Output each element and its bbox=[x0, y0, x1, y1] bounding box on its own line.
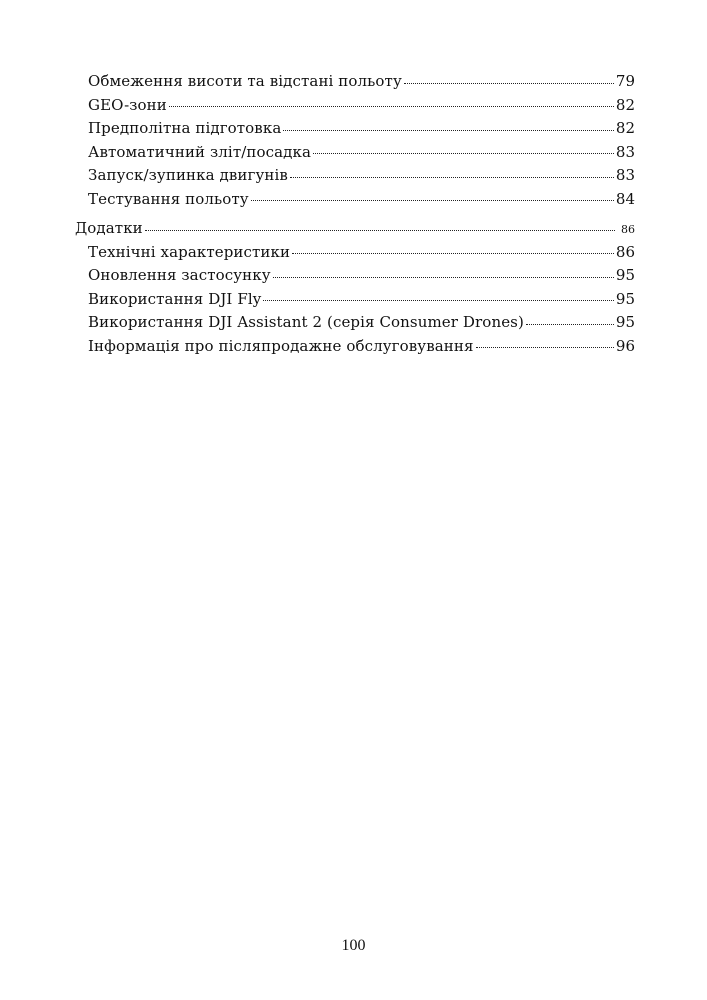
toc-entry-page: 95 bbox=[615, 266, 635, 284]
toc-leader-dots bbox=[263, 300, 614, 301]
toc-entry[interactable] bbox=[75, 141, 635, 165]
toc-leader-dots bbox=[283, 130, 614, 131]
toc-entry-page: 83 bbox=[615, 142, 635, 161]
toc-entry-page: 86 bbox=[615, 242, 635, 261]
toc-entry-title: Предполітна підготовка bbox=[88, 119, 282, 137]
toc-leader-dots bbox=[404, 83, 614, 84]
toc-entry-title: Використання DJI Assistant 2 (серія Consumer Drones) bbox=[88, 313, 524, 331]
toc-entry-page: 83 bbox=[615, 166, 635, 184]
toc-leader-dots bbox=[145, 230, 615, 231]
toc-leader-dots bbox=[290, 177, 614, 178]
toc-section-page: 86 bbox=[621, 223, 635, 236]
toc-entry[interactable] bbox=[75, 164, 635, 188]
toc-entry[interactable] bbox=[75, 335, 635, 359]
toc-entry-page: 95 bbox=[615, 289, 635, 308]
toc-entry-title: Використання DJI Fly bbox=[88, 289, 262, 308]
toc-entry-title: Обмеження висоти та відстані польоту bbox=[88, 72, 402, 90]
toc-leader-dots bbox=[251, 200, 614, 201]
toc-entry[interactable] bbox=[75, 311, 635, 335]
toc-entry[interactable] bbox=[75, 188, 635, 212]
toc-leader-dots bbox=[313, 153, 614, 154]
toc-entry-title: Інформація про післяпродажне обслуговування bbox=[88, 336, 474, 355]
toc-entry-page: 96 bbox=[615, 336, 635, 355]
toc-entry[interactable] bbox=[75, 288, 635, 312]
toc-section-title: Додатки bbox=[75, 219, 143, 237]
toc-entry-title: Оновлення застосунку bbox=[88, 266, 271, 284]
toc-entry[interactable] bbox=[75, 117, 635, 141]
toc-entry-page: 79 bbox=[615, 72, 635, 90]
toc-leader-dots bbox=[292, 253, 614, 254]
toc-entry-page: 95 bbox=[615, 313, 635, 331]
toc-entry-page: 82 bbox=[615, 95, 635, 114]
toc-leader-dots bbox=[273, 277, 614, 278]
toc-leader-dots bbox=[169, 106, 614, 107]
page-number: 100 bbox=[341, 937, 366, 954]
table-of-contents bbox=[75, 70, 635, 358]
toc-entry-title: Технічні характеристики bbox=[88, 242, 291, 261]
toc-entry[interactable] bbox=[75, 264, 635, 288]
toc-entry-title: Тестування польоту bbox=[88, 189, 249, 208]
toc-entry-title: Запуск/зупинка двигунів bbox=[88, 166, 288, 184]
toc-entry-page: 84 bbox=[615, 189, 635, 208]
toc-entry-title: GEO-зони bbox=[88, 95, 167, 114]
toc-leader-dots bbox=[476, 347, 614, 348]
toc-entry[interactable] bbox=[75, 70, 635, 94]
toc-leader-dots bbox=[526, 324, 614, 325]
toc-section-entry[interactable] bbox=[75, 217, 635, 241]
toc-entry[interactable] bbox=[75, 94, 635, 118]
toc-entry-page: 82 bbox=[615, 119, 635, 137]
toc-entry-title: Автоматичний зліт/посадка bbox=[88, 142, 312, 161]
toc-entry[interactable] bbox=[75, 241, 635, 265]
